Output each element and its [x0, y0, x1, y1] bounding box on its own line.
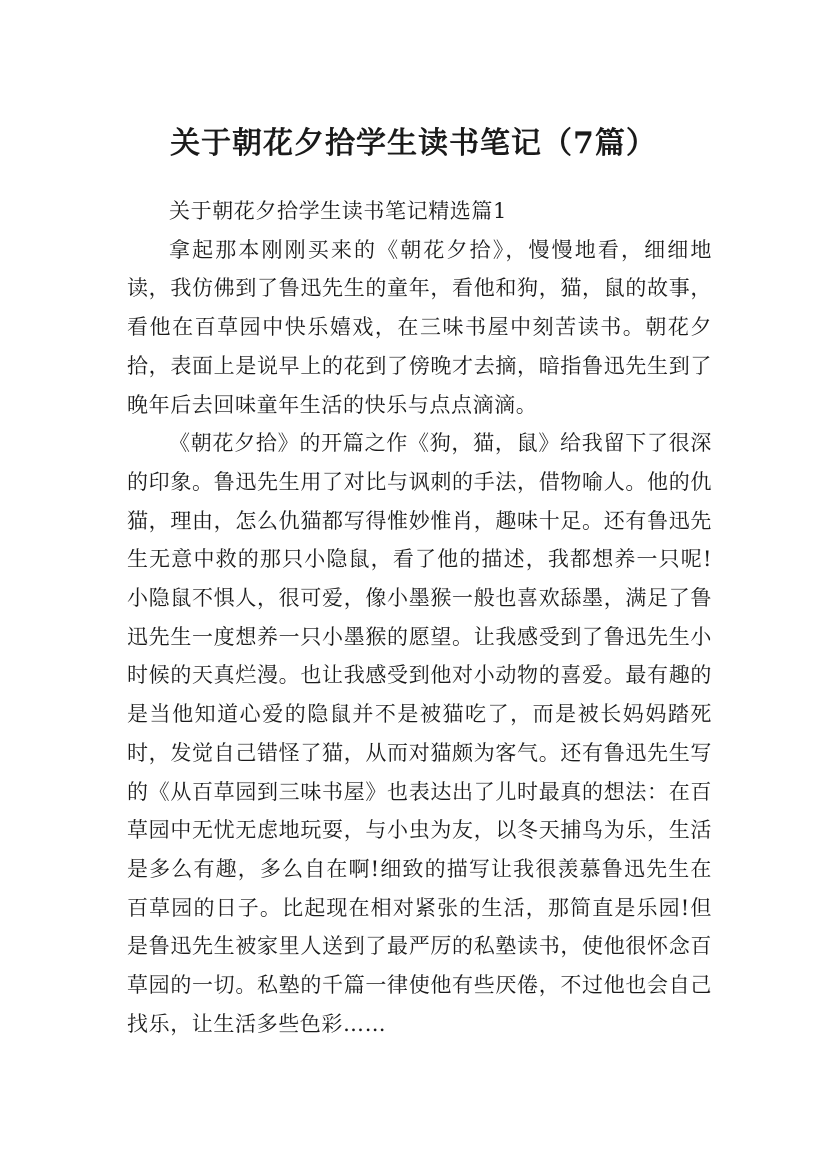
paragraph-2: 《朝花夕拾》的开篇之作《狗，猫，鼠》给我留下了很深的印象。鲁迅先生用了对比与讽刺的手法，借物喻人。他的仇猫，理由，怎么仇猫都写得惟妙惟肖，趣味十足。还有鲁迅先生无意中救的那只小隐鼠，看了他的描述，我都想养一只呢!小隐鼠不惧人，很可爱，像小墨猴一般也喜欢舔墨，满足了鲁迅先生一度想养一只小墨猴的愿望。让我感受到了鲁迅先生小时候的天真烂漫。也让我感受到他对小动物的喜爱。最有趣的是当他知道心爱的隐鼠并不是被猫吃了，而是被长妈妈踏死时，发觉自己错怪了猫，从而对猫颇为客气。还有鲁迅先生写的《从百草园到三味书屋》也表达出了儿时最真的想法：在百草园中无忧无虑地玩耍，与小虫为友，以冬天捕鸟为乐，生活是多么有趣，多么自在啊!细致的描写让我很羡慕鲁迅先生在百草园的日子。比起现在相对紧张的生活，那简直是乐园!但是鲁迅先生被家里人送到了最严厉的私塾读书，使他很怀念百草园的一切。私塾的千篇一律使他有些厌倦，不过他也会自己找乐，让生活多些色彩……	[127, 431, 712, 1036]
document-title: 关于朝花夕拾学生读书笔记（7篇）	[170, 126, 657, 162]
paragraph-1: 拿起那本刚刚买来的《朝花夕拾》，慢慢地看，细细地读，我仿佛到了鲁迅先生的童年，看他和狗，猫，鼠的故事，看他在百草园中快乐嬉戏，在三味书屋中刻苦读书。朝花夕拾，表面上是说早上的花到了傍晚才去摘，暗指鲁迅先生到了晚年后去回味童年生活的快乐与点点滴滴。	[127, 237, 712, 417]
section-heading: 关于朝花夕拾学生读书笔记精选篇1	[169, 199, 507, 223]
document-body	[127, 192, 712, 1043]
